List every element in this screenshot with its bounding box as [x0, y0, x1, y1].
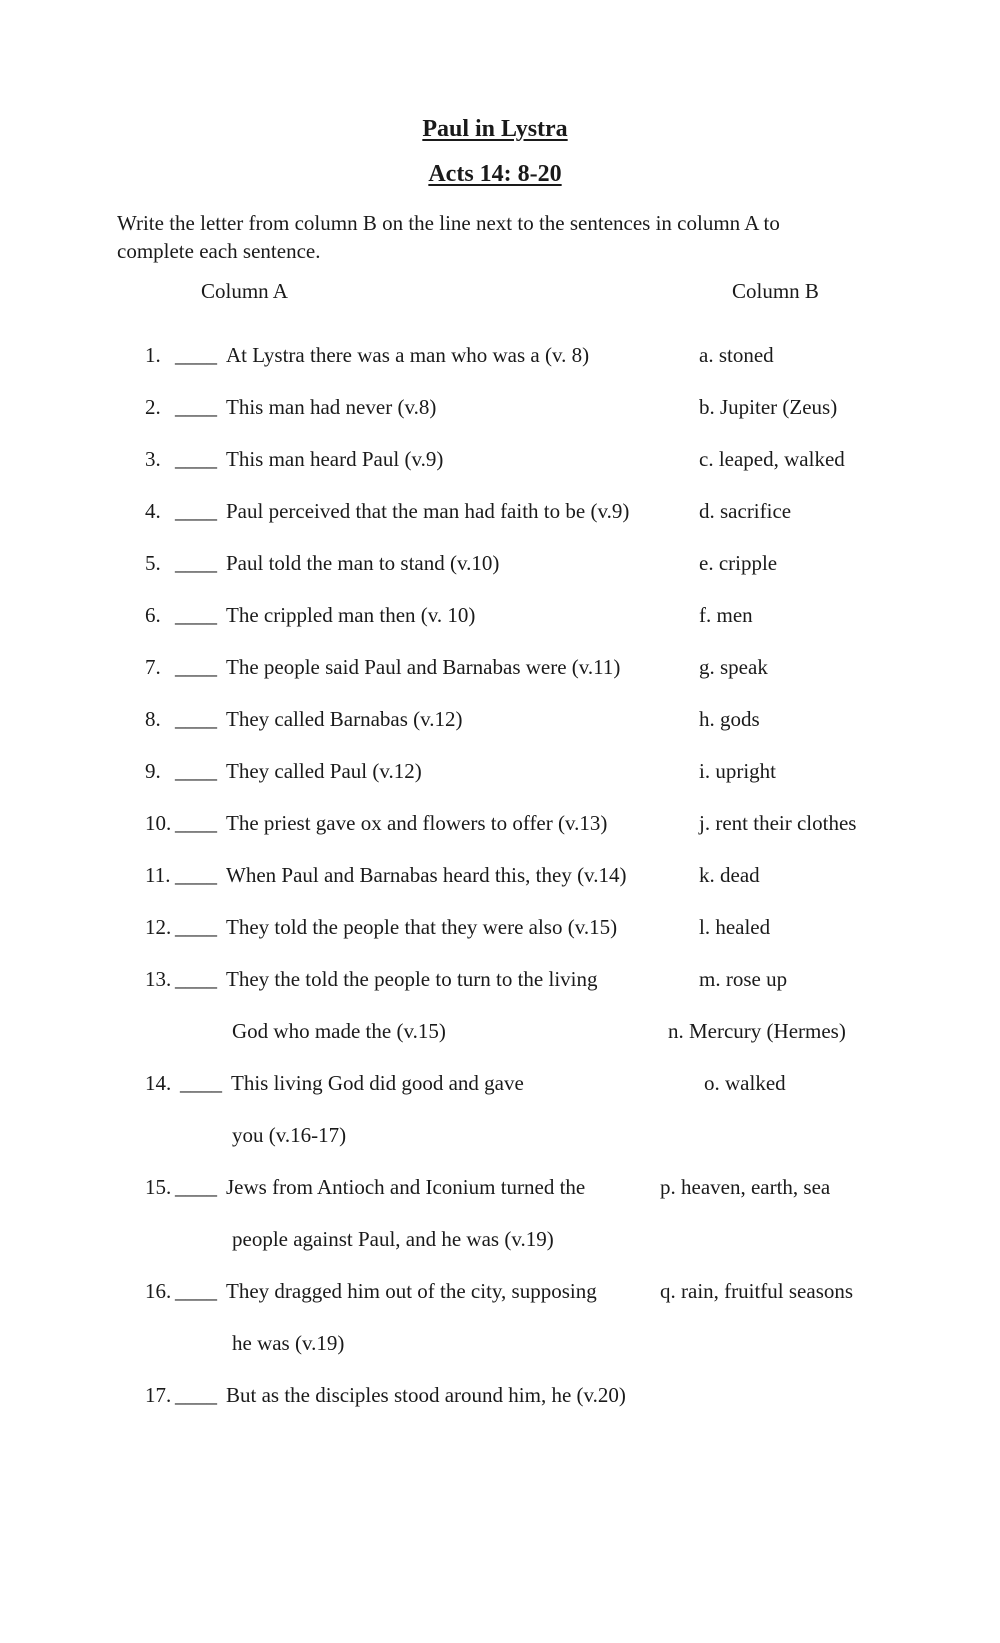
instructions: Write the letter from column B on the line next to the sentences in column A to complete each sentence. [117, 211, 780, 263]
answer-option: f. men [699, 603, 753, 627]
question-number: 16. [145, 1279, 172, 1303]
question-number: 10. [145, 811, 172, 835]
question-number: 8. [145, 707, 161, 731]
answer-blank[interactable]: ____ [175, 967, 217, 991]
answer-option: d. sacrifice [699, 499, 792, 523]
question-number: 5. [145, 551, 161, 575]
answer-blank[interactable]: ____ [175, 811, 217, 835]
question-number: 4. [145, 499, 161, 523]
question-text-continued: people against Paul, and he was (v.19) [232, 1227, 554, 1251]
answer-blank[interactable]: ____ [175, 1279, 217, 1303]
answer-blank[interactable]: ____ [175, 499, 217, 523]
answer-option: q. rain, fruitful seasons [660, 1279, 854, 1303]
answer-blank[interactable]: ____ [175, 343, 217, 367]
answer-option: g. speak [699, 655, 768, 679]
answer-option: j. rent their clothes [699, 811, 857, 835]
question-number: 2. [145, 395, 161, 419]
question-text-continued: God who made the (v.15) [232, 1019, 446, 1043]
question-text: At Lystra there was a man who was a (v. 8) [226, 343, 590, 367]
question-text: Paul perceived that the man had faith to be (v.9) [226, 499, 630, 523]
question-text: When Paul and Barnabas heard this, they (v.14) [226, 863, 627, 887]
question-text: Jews from Antioch and Iconium turned the [226, 1175, 586, 1199]
column-b-header: Column B [732, 279, 819, 303]
question-text: The priest gave ox and flowers to offer (v.13) [226, 811, 608, 835]
question-number: 13. [145, 967, 172, 991]
question-text: This living God did good and gave [231, 1071, 524, 1095]
answer-blank[interactable]: ____ [175, 707, 217, 731]
answer-blank[interactable]: ____ [175, 551, 217, 575]
question-text: But as the disciples stood around him, he (v.20) [226, 1383, 626, 1407]
question-text-continued: you (v.16-17) [232, 1123, 347, 1147]
scripture-reference: Acts 14: 8-20 [428, 161, 562, 187]
question-number: 14. [145, 1071, 172, 1095]
question-text: They called Paul (v.12) [226, 759, 422, 783]
question-number: 12. [145, 915, 172, 939]
question-text: The crippled man then (v. 10) [226, 603, 476, 627]
question-text: They told the people that they were also (v.15) [226, 915, 618, 939]
answer-option: b. Jupiter (Zeus) [699, 395, 838, 419]
question-number: 9. [145, 759, 161, 783]
question-text: They called Barnabas (v.12) [226, 707, 463, 731]
answer-option: i. upright [699, 759, 776, 783]
question-number: 6. [145, 603, 161, 627]
answer-blank[interactable]: ____ [175, 1175, 217, 1199]
answer-option: c. leaped, walked [699, 447, 845, 471]
question-number: 15. [145, 1175, 172, 1199]
question-number: 1. [145, 343, 161, 367]
answer-blank[interactable]: ____ [175, 603, 217, 627]
question-text: They the told the people to turn to the living [226, 967, 598, 991]
answer-blank[interactable]: ____ [175, 1383, 217, 1407]
answer-option: e. cripple [699, 551, 778, 575]
question-number: 3. [145, 447, 161, 471]
question-text: Paul told the man to stand (v.10) [226, 551, 500, 575]
column-a-header: Column A [201, 279, 288, 303]
question-number: 7. [145, 655, 161, 679]
page-title: Paul in Lystra [422, 116, 568, 142]
answer-blank[interactable]: ____ [175, 915, 217, 939]
question-number: 11. [145, 863, 171, 887]
answer-option: n. Mercury (Hermes) [668, 1019, 846, 1043]
answer-option: o. walked [704, 1071, 786, 1095]
question-text: This man heard Paul (v.9) [226, 447, 444, 471]
question-text: The people said Paul and Barnabas were (v.11) [226, 655, 621, 679]
answer-blank[interactable]: ____ [180, 1071, 222, 1095]
answer-option: h. gods [699, 707, 760, 731]
answer-option: p. heaven, earth, sea [660, 1175, 831, 1199]
answer-blank[interactable]: ____ [175, 759, 217, 783]
question-text-continued: he was (v.19) [232, 1331, 345, 1355]
answer-blank[interactable]: ____ [175, 655, 217, 679]
answer-option: a. stoned [699, 343, 774, 367]
answer-blank[interactable]: ____ [175, 395, 217, 419]
question-number: 17. [145, 1383, 172, 1407]
question-text: This man had never (v.8) [226, 395, 437, 419]
answer-option: m. rose up [699, 967, 788, 991]
answer-blank[interactable]: ____ [175, 447, 217, 471]
question-text: They dragged him out of the city, supposing [226, 1279, 597, 1303]
answer-blank[interactable]: ____ [175, 863, 217, 887]
answer-option: k. dead [699, 863, 760, 887]
answer-option: l. healed [699, 915, 771, 939]
